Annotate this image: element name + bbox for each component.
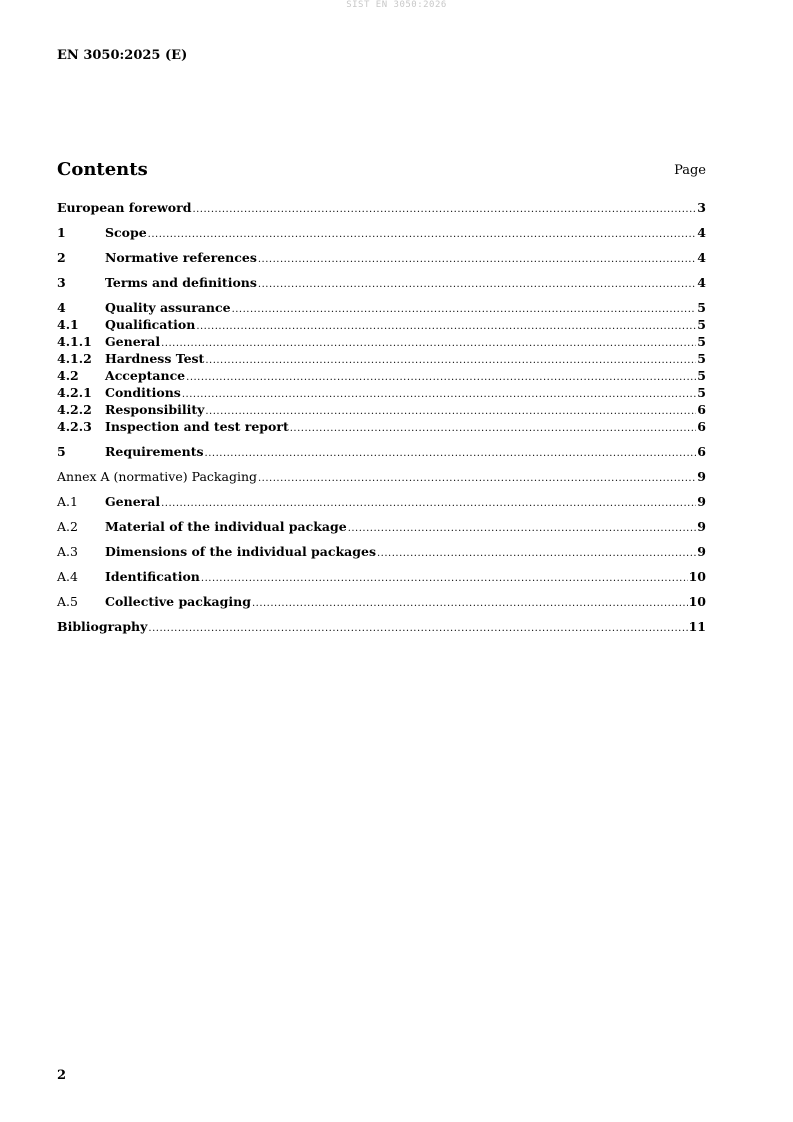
page-number: 2 <box>57 1068 67 1083</box>
toc-entry[interactable] <box>57 224 706 241</box>
toc-entry[interactable] <box>57 493 706 510</box>
toc-entry-number: A.5 <box>57 594 78 609</box>
toc-entry-number: 5 <box>57 444 66 459</box>
toc-entry-title: Inspection and test report <box>105 419 289 434</box>
toc-entry-title: Terms and definitions <box>105 275 257 290</box>
toc-entry-page: 5 <box>697 385 706 400</box>
toc-leader <box>201 570 688 587</box>
toc-entry[interactable] <box>57 593 706 610</box>
toc-entry-page: 10 <box>688 569 706 584</box>
toc-entry-page: 9 <box>697 544 706 559</box>
toc-entry-page: 9 <box>697 519 706 534</box>
toc-entry-title: General <box>105 494 161 509</box>
toc-entry-page: 4 <box>697 250 706 265</box>
toc-entry[interactable] <box>57 299 706 316</box>
toc-entry-page: 5 <box>697 351 706 366</box>
toc-leader <box>161 335 696 352</box>
toc-entry-page: 5 <box>697 300 706 315</box>
toc-entry-title: Scope <box>105 225 147 240</box>
toc-entry-page: 10 <box>688 594 706 609</box>
toc-entry-page: 5 <box>697 334 706 349</box>
toc-entry-number: 4.2.3 <box>57 419 92 434</box>
toc-leader <box>348 520 697 537</box>
toc-entry[interactable] <box>57 518 706 535</box>
toc-entry-page: 9 <box>697 469 706 484</box>
toc-leader <box>205 445 697 462</box>
toc-entry-title: Hardness Test <box>105 351 205 366</box>
toc-entry[interactable] <box>57 401 706 418</box>
toc-entry-number: 4.1.2 <box>57 351 92 366</box>
toc-entry-title: Identification <box>105 569 200 584</box>
toc-entry-number: A.1 <box>57 494 78 509</box>
toc-entry-title: Acceptance <box>105 368 186 383</box>
toc-entry-title: Quality assurance <box>105 300 231 315</box>
toc-entry-page: 3 <box>697 200 706 215</box>
toc-entry-number: A.3 <box>57 544 78 559</box>
toc-leader <box>258 251 696 268</box>
toc-entry-title: Conditions <box>105 385 181 400</box>
toc-entry-title: Requirements <box>105 444 204 459</box>
toc-entry-number: 3 <box>57 275 66 290</box>
toc-entry[interactable] <box>57 249 706 266</box>
toc-entry-number: 1 <box>57 225 66 240</box>
toc-entry-title: Bibliography <box>57 619 148 634</box>
toc-entry-page: 6 <box>697 419 706 434</box>
toc-entry-number: 4.1.1 <box>57 334 92 349</box>
toc-entry-page: 4 <box>697 275 706 290</box>
toc-entry-page: 6 <box>697 444 706 459</box>
toc-entry-title: Annex A (normative) Packaging <box>57 469 257 484</box>
toc-entry[interactable] <box>57 316 706 333</box>
toc-entry-number: 2 <box>57 250 66 265</box>
contents-title: Contents <box>57 159 148 180</box>
toc-entry[interactable] <box>57 333 706 350</box>
toc-entry-page: 11 <box>688 619 706 634</box>
toc-leader <box>182 386 696 403</box>
toc-entry-title: Collective packaging <box>105 594 251 609</box>
toc-entry-number: 4.2.1 <box>57 385 92 400</box>
toc-entry-title: Qualification <box>105 317 196 332</box>
toc-entry-title: European foreword <box>57 200 192 215</box>
toc-leader <box>252 595 688 612</box>
toc-entry[interactable] <box>57 350 706 367</box>
toc-entry-title: Dimensions of the individual packages <box>105 544 376 559</box>
toc-entry-page: 9 <box>697 494 706 509</box>
toc-leader <box>258 470 696 487</box>
toc-entry-title: General <box>105 334 161 349</box>
toc-entry-title: Material of the individual package <box>105 519 347 534</box>
toc-leader <box>205 352 696 369</box>
toc-entry[interactable] <box>57 274 706 291</box>
toc-entry[interactable] <box>57 367 706 384</box>
toc-entry[interactable] <box>57 568 706 585</box>
toc-leader <box>192 201 696 218</box>
toc-entry[interactable] <box>57 468 706 485</box>
page-column-label: Page <box>674 163 706 178</box>
toc-entry[interactable] <box>57 618 706 635</box>
toc-entry-number: 4.2 <box>57 368 79 383</box>
toc-leader <box>161 495 696 512</box>
toc-entry-number: 4 <box>57 300 66 315</box>
toc-entry[interactable] <box>57 418 706 435</box>
toc-leader <box>148 226 697 243</box>
toc-entry-page: 5 <box>697 317 706 332</box>
toc-leader <box>377 545 696 562</box>
toc-entry-number: 4.2.2 <box>57 402 92 417</box>
toc-entry-title: Responsibility <box>105 402 205 417</box>
toc-leader <box>148 620 687 637</box>
watermark: SIST EN 3050:2026 <box>346 0 447 10</box>
toc-entry[interactable] <box>57 384 706 401</box>
toc-leader <box>258 276 696 293</box>
toc-entry-page: 4 <box>697 225 706 240</box>
document-code: EN 3050:2025 (E) <box>57 48 188 63</box>
toc-leader <box>232 301 697 318</box>
toc-entry-page: 6 <box>697 402 706 417</box>
toc-leader <box>186 369 696 386</box>
toc-entry-title: Normative references <box>105 250 257 265</box>
toc-leader <box>196 318 696 335</box>
toc-entry-number: A.2 <box>57 519 78 534</box>
toc-entry-number: 4.1 <box>57 317 79 332</box>
toc-entry[interactable] <box>57 543 706 560</box>
toc-entry-number: A.4 <box>57 569 78 584</box>
table-of-contents <box>57 199 706 635</box>
toc-leader <box>290 420 697 437</box>
toc-entry[interactable] <box>57 443 706 460</box>
toc-entry[interactable] <box>57 199 706 216</box>
toc-entry-page: 5 <box>697 368 706 383</box>
